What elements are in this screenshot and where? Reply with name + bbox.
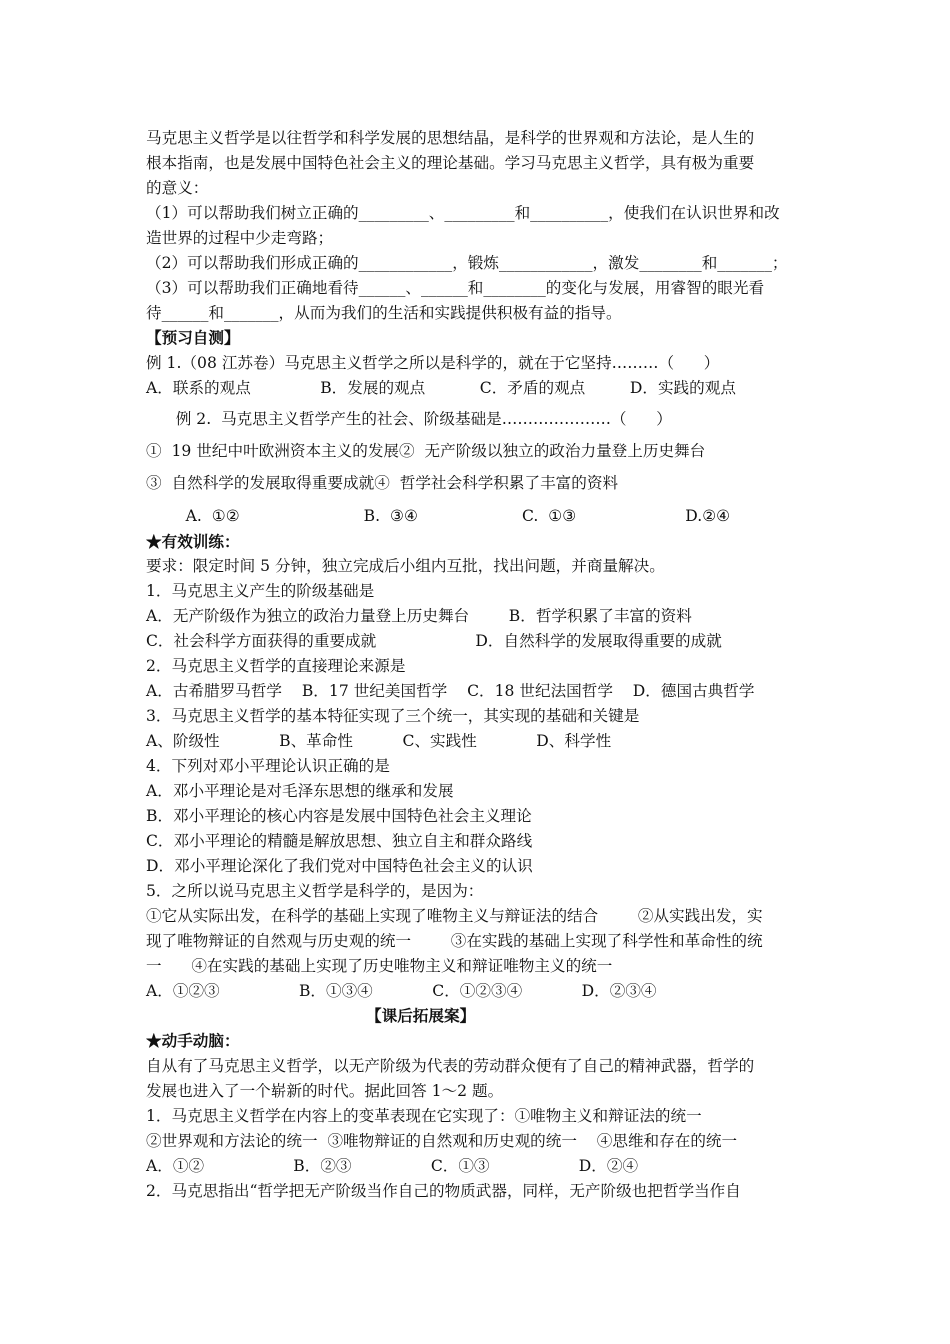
extension-intro-1: 自从有了马克思主义哲学，以无产阶级为代表的劳动群众便有了自己的精神武器，哲学的 bbox=[146, 1057, 755, 1075]
meaning-1-line-a: （1）可以帮助我们树立正确的_________、_________和__________，使我们在认识世界和改 bbox=[146, 204, 780, 222]
intro-line-1: 马克思主义哲学是以往哲学和科学发展的思想结晶，是科学的世界观和方法论，是人生的 bbox=[146, 129, 755, 147]
question-1: 1．马克思主义产生的阶级基础是 bbox=[146, 582, 375, 600]
question-5-items-3: 一 ④在实践的基础上实现了历史唯物主义和辩证唯物主义的统一 bbox=[146, 957, 613, 975]
preview-heading: 【预习自测】 bbox=[146, 328, 240, 347]
example-2-items-2: ③ 自然科学的发展取得重要成就④ 哲学社会科学积累了丰富的资料 bbox=[146, 474, 619, 492]
extension-subheading: ★动手动脑： bbox=[146, 1031, 240, 1050]
extension-question-2-a: 2．马克思指出“哲学把无产阶级当作自己的物质武器，同样，无产阶级也把哲学当作自 bbox=[146, 1182, 741, 1200]
meaning-2: （2）可以帮助我们形成正确的____________，锻炼____________，激发________和_______； bbox=[146, 254, 788, 272]
question-5: 5．之所以说马克思主义哲学是科学的，是因为： bbox=[146, 882, 484, 900]
question-5-items-2: 现了唯物辩证的自然观与历史观的统一 ③在实践的基础上实现了科学性和革命性的统 bbox=[146, 932, 763, 950]
question-5-items-1: ①它从实际出发，在科学的基础上实现了唯物主义与辩证法的结合 ②从实践出发，实 bbox=[146, 907, 763, 925]
extension-question-1-options: A．①② B．②③ C．①③ D．②④ bbox=[146, 1157, 639, 1175]
example-2-options: A. ①② B. ③④ C. ①③ D.②④ bbox=[146, 507, 731, 525]
extension-heading: 【课后拓展案】 bbox=[366, 1006, 476, 1025]
question-4-option-b: B．邓小平理论的核心内容是发展中国特色社会主义理论 bbox=[146, 807, 532, 825]
example-2-items-1: ① 19 世纪中叶欧洲资本主义的发展② 无产阶级以独立的政治力量登上历史舞台 bbox=[146, 442, 706, 460]
question-3: 3．马克思主义哲学的基本特征实现了三个统一，其实现的基础和关键是 bbox=[146, 707, 640, 725]
question-2-options: A．古希腊罗马哲学 B．17 世纪美国哲学 C．18 世纪法国哲学 D．德国古典哲学 bbox=[146, 682, 755, 700]
meaning-3-line-b: 待______和_______，从而为我们的生活和实践提供积极有益的指导。 bbox=[146, 304, 622, 322]
training-requirement: 要求：限定时间 5 分钟，独立完成后小组内互批，找出问题，并商量解决。 bbox=[146, 557, 665, 575]
intro-line-2: 根本指南，也是发展中国特色社会主义的理论基础。学习马克思主义哲学，具有极为重要 bbox=[146, 154, 755, 172]
question-4: 4．下列对邓小平理论认识正确的是 bbox=[146, 757, 390, 775]
question-4-option-d: D．邓小平理论深化了我们党对中国特色社会主义的认识 bbox=[146, 857, 533, 875]
example-1-options: A．联系的观点 B．发展的观点 C．矛盾的观点 D．实践的观点 bbox=[146, 379, 736, 397]
question-3-options: A、阶级性 B、革命性 C、实践性 D、科学性 bbox=[146, 732, 612, 750]
question-1-options-a: A．无产阶级作为独立的政治力量登上历史舞台 B．哲学积累了丰富的资料 bbox=[146, 607, 692, 625]
training-heading: ★有效训练： bbox=[146, 532, 240, 551]
question-4-option-c: C．邓小平理论的精髓是解放思想、独立自主和群众路线 bbox=[146, 832, 533, 850]
extension-question-1-b: ②世界观和方法论的统一 ③唯物辩证的自然观和历史观的统一 ④思维和存在的统一 bbox=[146, 1132, 738, 1150]
question-1-options-b: C．社会科学方面获得的重要成就 D．自然科学的发展取得重要的成就 bbox=[146, 632, 722, 650]
question-5-options: A．①②③ B．①③④ C．①②③④ D．②③④ bbox=[146, 982, 657, 1000]
meaning-1-line-b: 造世界的过程中少走弯路； bbox=[146, 229, 334, 247]
extension-question-1-a: 1．马克思主义哲学在内容上的变革表现在它实现了：①唯物主义和辩证法的统一 bbox=[146, 1107, 702, 1125]
example-2: 例 2. 马克思主义哲学产生的社会、阶级基础是…………………（ ） bbox=[146, 410, 672, 428]
extension-intro-2: 发展也进入了一个崭新的时代。据此回答 1～2 题。 bbox=[146, 1082, 504, 1100]
question-4-option-a: A．邓小平理论是对毛泽东思想的继承和发展 bbox=[146, 782, 454, 800]
example-1: 例 1.（08 江苏卷）马克思主义哲学之所以是科学的，就在于它坚持………（ ） bbox=[146, 354, 720, 372]
intro-line-3: 的意义： bbox=[146, 179, 209, 197]
question-2: 2．马克思主义哲学的直接理论来源是 bbox=[146, 657, 406, 675]
meaning-3-line-a: （3）可以帮助我们正确地看待______、______和________的变化与发展，用睿智的眼光看 bbox=[146, 279, 765, 297]
